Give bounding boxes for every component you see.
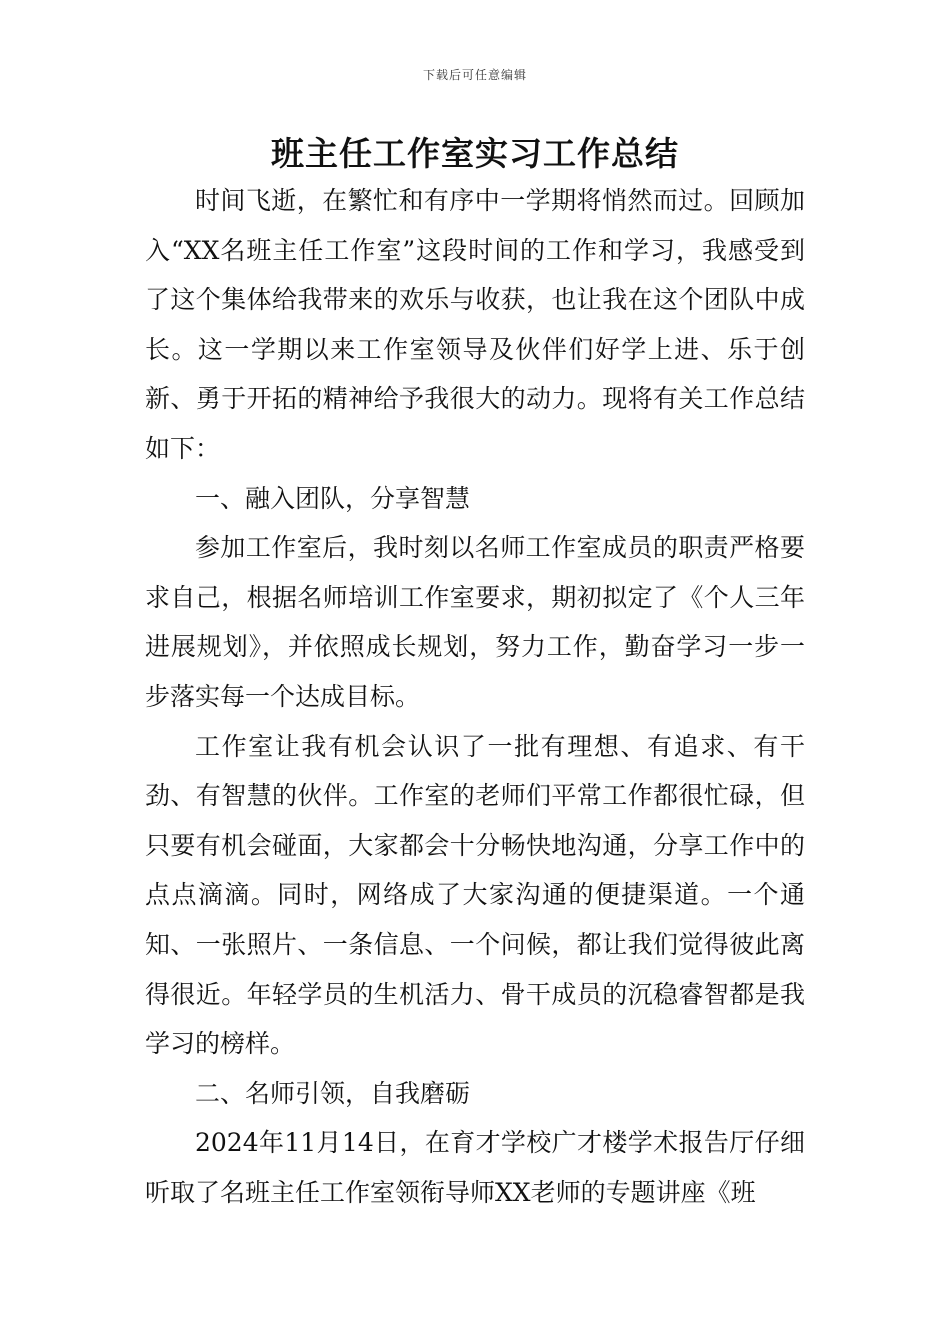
section-heading-1: 一、融入团队，分享智慧 xyxy=(195,483,471,513)
section-1-paragraph-2: 工作室让我有机会认识了一批有理想、有追求、有干劲、有智慧的伙伴。工作室的老师们平常工作都很忙碌，但只要有机会碰面，大家都会十分畅快地沟通，分享工作中的点点滴滴。同时，网络成了大家沟通的便捷渠道。一个通知、一张照片、一条信息、一个问候，都让我们觉得彼此离得很近。年轻学员的生机活力、骨干成员的沉稳睿智都是我学习的榜样。 xyxy=(145,731,805,1059)
section-2-paragraph-1: 2024年11月14日，在育才学校广才楼学术报告厅仔细听取了名班主任工作室领衔导师XX老师的专题讲座《班 xyxy=(145,1128,805,1207)
document-body xyxy=(145,176,805,1217)
section-1-paragraph-1: 参加工作室后，我时刻以名师工作室成员的职责严格要求自己，根据名师培训工作室要求，期初拟定了《个人三年进展规划》，并依照成长规划，努力工作，勤奋学习一步一步落实每一个达成目标。 xyxy=(145,533,805,711)
intro-paragraph: 时间飞逝，在繁忙和有序中一学期将悄然而过。回顾加入“XX名班主任工作室”这段时间的工作和学习，我感受到了这个集体给我带来的欢乐与收获，也让我在这个团队中成长。这一学期以来工作室领导及伙伴们好学上进、乐于创新、勇于开拓的精神给予我很大的动力。现将有关工作总结如下： xyxy=(145,186,805,463)
document-title: 班主任工作室实习工作总结 xyxy=(271,134,679,173)
section-heading-2: 二、名师引领，自我磨砺 xyxy=(195,1078,471,1108)
header-note: 下载后可任意编辑 xyxy=(422,68,527,82)
